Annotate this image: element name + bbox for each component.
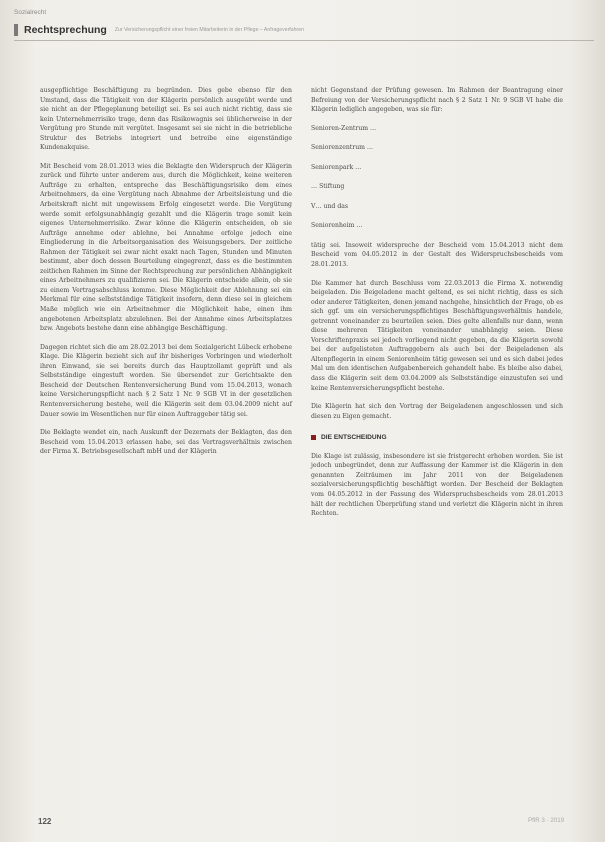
- header-accent-bar: [14, 24, 18, 36]
- page-title: Rechtsprechung: [24, 24, 107, 36]
- section-label: Sozialrecht: [14, 9, 47, 16]
- list-item: Seniorenpark …: [311, 163, 362, 171]
- paragraph: Die Beklagte wendet ein, nach Auskunft der Dezernats der Beklagten, das den Bescheid vom 15.04.2013 erlassen habe, sei das Vertragsverhältnis zwischen der Firma X. Betriebsgesellschaft mbH und der Klägerin: [40, 429, 292, 456]
- page-subtitle: Zur Versicherungspflicht einer freien Mitarbeiterin in der Pflege – Anfrageverfahren: [114, 27, 305, 33]
- paragraph: Die Klägerin hat sich den Vortrag der Beigeladenen angeschlossen und sich diesen zu Eigen gemacht.: [311, 403, 563, 420]
- paragraph: ausgepflichtige Beschäftigung zu begründen. Dies gebe ebenso für den Umstand, dass die Tätigkeit von der Klägerin persönlich ausgeübt werde und sie nicht an der Pflegeplanung beteiligt sei. Es sei auch nicht richtig, dass sie kein Unternehmerrisiko trage, denn das Risikowagnis sei üblicherweise in der Vergütung pro Stunde mit vergütet. Insgesamt sei sie nicht in die betriebliche Struktur des Betriebs integriert und betreibe eine eigenständige Kundenakquise.: [40, 87, 292, 152]
- list-item: V… und das: [311, 202, 349, 210]
- journal-reference: PflR 3 · 2019: [528, 817, 565, 824]
- paragraph: nicht Gegenstand der Prüfung gewesen. Im Rahmen der Beantragung einer Befreiung von der Versicherungspflicht nach § 2 Satz 1 Nr. 9 SGB VI habe die Klägerin lediglich angegeben, was sie für:: [311, 87, 563, 114]
- paragraph: Die Kammer hat durch Beschluss vom 22.03.2013 die Firma X. notwendig beigeladen. Die Beigeladene macht geltend, es sei nicht richtig, dass es sich oder anderer Tätigkeiten, denen jemand nachgehe, hinsichtlich der Frage, ob es sich ggf. um ein versicherungspflichtiges Beschäftigungsverhältnis handele, getrennt voneinander zu beurteilen seien. Dies gelte allenfalls nur dann, wenn diese mehreren Tätigkeiten voneinander unabhängig seien. Diese Vorschriftenpraxis sei jedoch vorliegend nicht gegeben, da die Klägerin sowohl bei der aufgelisteten Auftraggebern als auch bei der Beigeladenen als Altenpflegerin in einem Seniorenheim tätig gewesen sei und es sich dabei jedes Mal um den identischen Aufgabenbereich gehandelt habe. Es bleibe also dabei, dass die Klägerin seit dem 03.04.2009 als Selbstständige einzustufen sei und keine Rentenversicherungspflicht bestehe.: [311, 279, 563, 392]
- section-heading-text: DIE ENTSCHEIDUNG: [321, 434, 387, 442]
- paragraph: Die Klage ist zulässig, insbesondere ist sie fristgerecht erhoben worden. Sie ist jedoch unbegründet, denn zur Auffassung der Kammer ist die Klägerin in den genannten Zeiträumen im Jahr 2011 von der Beigeladenen sozialversicherungspflichtig beschäftigt worden. Der Bescheid der Beklagten vom 04.05.2012 in der Fassung des Widerspruchsbescheids vom 28.01.2013 hält der rechtlichen Überprüfung stand und verletzt die Klägerin nicht in ihren Rechten.: [311, 452, 563, 518]
- bullet-square-icon: [311, 435, 316, 440]
- list-item: Senioren-Zentrum …: [311, 124, 377, 132]
- paragraph: Dagegen richtet sich die am 28.02.2013 bei dem Sozialgericht Lübeck erhobene Klage. Die Klägerin bezieht sich auf ihr bisheriges Vorbringen und wiederholt ihren Einwand, sie sei bereits durch das Hauptzollamt geprüft und als Selbstständige eingestuft worden. Sie übersendet zur Gerichtsakte den Bescheid der Deutschen Rentenversicherung Bund vom 15.04.2013, wonach keine Versicherungspflicht nach § 2 Satz 1 Nr. 9 SGB VI in der gesetzlichen Rentenversicherung bestehe, weil die Klägerin seit dem 03.04.2009 nicht auf Dauer sowie im Wesentlichen nur für einen Auftraggeber tätig sei.: [40, 343, 292, 418]
- list-item: Seniorenzentrum …: [311, 144, 374, 152]
- page-header: [14, 23, 594, 37]
- paragraph: tätig sei. Insoweit widerspreche der Bescheid vom 15.04.2013 nicht dem Bescheid vom 04.05.2012 in der Gestalt des Widerspruchsbescheids vom 28.01.2013.: [311, 241, 563, 269]
- page-number: 122: [38, 817, 52, 826]
- list-item: Seniorenheim …: [311, 222, 363, 230]
- institution-list: [311, 124, 563, 231]
- left-column: [40, 86, 292, 466]
- paragraph: Mit Bescheid vom 28.01.2013 wies die Beklagte den Widerspruch der Klägerin zurück und führte unter anderem aus, durch die Möglichkeit, keine weiteren Aufträge zu erhalten, entspreche das Beschäftigungsrisiko dem eines Arbeitnehmers, da eine Vergütung nach Abnahme der Arbeitsleistung und die Arbeitskraft nicht mit ungewissem Erfolg eingesetzt werde. Die Vergütung werde somit erfolgsunabhängig gezahlt und die Klägerin trage somit kein eigenes Unternehmerrisiko. Zwar könne die Klägerin entscheiden, ob sie Aufträge annehme oder ablehne, bei Annahme erfolge jedoch eine Eingliederung in die Arbeitsorganisation des Weisungsgebers. Der zeitliche Rahmen der Tätigkeit sei zwar nicht exakt nach Tagen, Stunden und Minuten bestimmt, aber doch dessen Beurteilung eingegrenzt, dass es die bestimmten zeitlichen Rahmen im Sinne der Rechtsprechung zur persönlichen Abhängigkeit eines Arbeitnehmers zu qualifizieren sei. Die Klägerin entscheide allein, ob sie zu einem Vertragsabschluss komme. Diese Möglichkeit der Ablehnung sei ein Merkmal für eine selbstständige Tätigkeit insofern, denn diese sei in gleichem Maße möglich wie ein Arbeitnehmer die Möglichkeit habe, einen ihm angebotenen Arbeitsplatz abzulehnen. Bei der Annahme eines Arbeitsplatzes bzw. Angebots bestehe dann eine abhängige Beschäftigung.: [40, 162, 292, 333]
- right-column: [311, 86, 563, 528]
- section-heading: [311, 433, 563, 443]
- list-item: … Stiftung: [311, 183, 345, 191]
- header-divider: [14, 40, 594, 41]
